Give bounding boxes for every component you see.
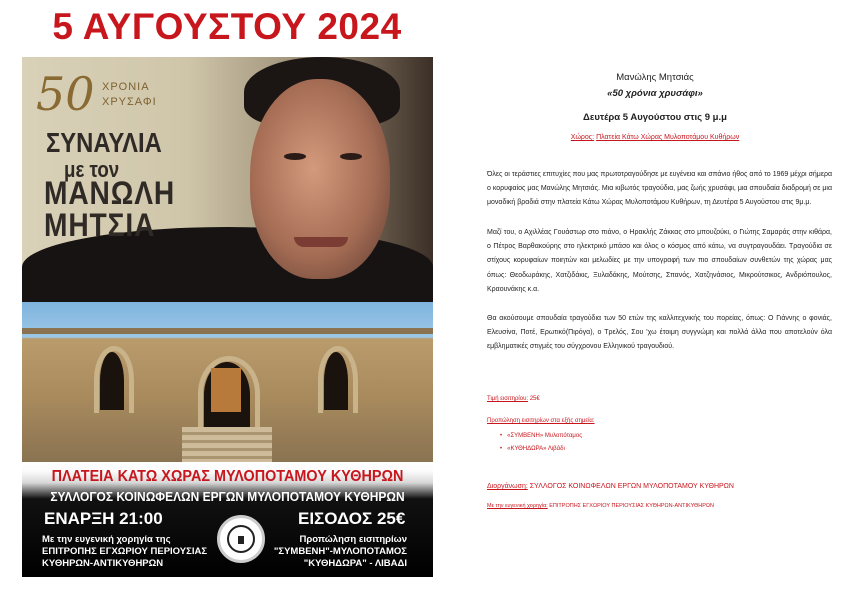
seal-building xyxy=(238,536,244,544)
seal-ring xyxy=(227,525,255,553)
doc-presale-point-text: «ΚΥΘΗΔΩΡΑ» Λιβάδι xyxy=(507,446,565,452)
doc-sponsor xyxy=(487,503,714,509)
doc-paragraph-3: Θα ακούσουμε σπουδαία τραγούδια των 50 ετών της καλλιτεχνικής του πορείας, όπως: Ο Γιάννης ο φονιάς, Ελευσίνα, Ποτέ, Ερωτικό(Πιρόγα), ο Τρελός, Σου 'χω έτοιμη συγγνώμη και πολλά άλλα που αποτελούν όλα εμβληματικές στιγμές του σύγχρονου Ελληνικού τραγουδιού. xyxy=(487,315,832,351)
poster-artist-lastname: ΜΗΤΣΙΑ xyxy=(44,207,156,243)
artist-photo xyxy=(22,57,433,302)
years-word2: ΧΡΥΣΑΦΙ xyxy=(102,96,157,108)
doc-paragraph-1: Όλες οι τεράστιες επιτυχίες που μας πρωτοτραγούδησε με ευγένεια και σπάνιο ήθος από το 1969 μέχρι σήμερα ο κορυφαίος μας Μανώλης Μητσιάς. Μια κιβωτός τραγούδια, μας ζωής χρυσάφι, μια σπουδαία διαδρομή σε μια μοναδική βραδιά στην πλατεία Κάτω Χώρας Μυλοποτάμου Κυθήρων, τη Δευτέρα 5 Αυγούστου στις 9μ.μ. xyxy=(487,171,832,207)
poster-with: με τον xyxy=(64,157,120,182)
poster-sponsor-line3: ΚΥΘΗΡΩΝ-ΑΝΤΙΚΥΘΗΡΩΝ xyxy=(42,558,164,569)
doc-venue-label: Χώρος: xyxy=(570,134,595,141)
doc-sponsor-label: Με την ευγενική χορηγία: xyxy=(487,503,548,509)
doc-ticket-price xyxy=(487,396,540,402)
doc-ticket-price-label: Τιμή εισιτηρίου: xyxy=(487,396,529,402)
castle-steps xyxy=(182,427,272,462)
doc-presale-label-text: Προπώληση εισιτηρίων στα εξής σημεία: xyxy=(487,418,595,424)
castle-parapet xyxy=(22,328,433,334)
poster-presale-line3: "ΚΥΘΗΔΩΡΑ" - ΛΙΒΑΔΙ xyxy=(303,558,407,569)
photo-eye-right xyxy=(340,153,362,160)
concert-poster xyxy=(22,57,433,577)
poster-start-time: ΕΝΑΡΞΗ 21:00 xyxy=(44,509,163,528)
doc-paragraph-2: Μαζί του, ο Αχιλλέας Γουάστωρ στο πιάνο, ο Ηρακλής Ζάκκας στο μπουζούκι, ο Γιώτης Σαμαράς στην κιθάρα, ο Πέτρος Βαρθακούρης στο ηλεκτρικό μπάσο και όλος ο κόσμος από κάτω, να συγτραγουδάει. Τραγούδια σε στίχους κορυφαίων ποιητών και μελωδίες με την υπογραφή των πιο σπουδαίων συνθετών της χώρας μας όπως: Θεοδωράκης, Χατζιδάκις, Ξυλαδάκης, Μούτσης, Σπανός, Χατζηνάσιος, Μικρούτσικος, Ανδριόπουλος, Κραουνάκης κ.α. xyxy=(487,229,832,293)
doc-organizer xyxy=(487,483,734,490)
poster-entry-price: ΕΙΣΟΔΟΣ 25€ xyxy=(298,509,406,528)
photo-eye-left xyxy=(284,153,306,160)
castle-window-right xyxy=(324,352,348,410)
doc-organizer-label: Διοργάνωση: xyxy=(487,483,528,490)
castle-window-left xyxy=(100,352,124,410)
poster-sponsor-line1: Με την ευγενική χορηγία της xyxy=(42,534,171,545)
poster-concert: ΣΥΝΑΥΛΙΑ xyxy=(46,127,162,158)
doc-presale-label xyxy=(487,418,595,424)
doc-organizer-name: ΣΥΛΛΟΓΟΣ ΚΟΙΝΩΦΕΛΩΝ ΕΡΓΩΝ ΜΥΛΟΠΟΤΑΜΟΥ ΚΥΘΗΡΩΝ xyxy=(529,483,734,490)
castle-photo xyxy=(22,302,433,462)
doc-artist: Μανώλης Μητσιάς xyxy=(616,72,694,83)
poster-association: ΣΥΛΛΟΓΟΣ ΚΟΙΝΩΦΕΛΩΝ ΕΡΓΩΝ ΜΥΛΟΠΟΤΑΜΟΥ ΚΥΘΗΡΩΝ xyxy=(50,489,405,504)
years-word1: ΧΡΟΝΙΑ xyxy=(102,81,150,93)
doc-date: Δευτέρα 5 Αυγούστου στις 9 μ.μ xyxy=(583,112,727,123)
poster-date: 5 ΑΥΓΟΥΣΤΟΥ 2024 xyxy=(52,6,402,47)
doc-presale-point: • «ΚΥΘΗΔΩΡΑ» Λιβάδι xyxy=(500,446,565,452)
association-seal-icon xyxy=(217,515,265,563)
doc-sponsor-name: ΕΠΙΤΡΟΠΗΣ ΕΓΧΩΡΙΟΥ ΠΕΡΙΟΥΣΙΑΣ ΚΥΘΗΡΩΝ-ΑΝΤΙΚΥΘΗΡΩΝ xyxy=(549,503,715,509)
doc-ticket-price-value: 25€ xyxy=(529,396,540,402)
poster-artist-firstname: ΜΑΝΩΛΗ xyxy=(44,175,176,211)
castle-gate-light xyxy=(211,368,241,412)
doc-venue xyxy=(470,134,840,141)
press-release xyxy=(470,0,840,603)
poster-presale-line2: "ΣΥΜΒΕΝΗ"-ΜΥΛΟΠΟΤΑΜΟΣ xyxy=(273,546,407,557)
doc-venue-name: Πλατεία Κάτω Χώρας Μυλοποτάμου Κυθήρων xyxy=(596,134,740,141)
poster-presale-line1: Προπώληση εισιτηρίων xyxy=(299,534,407,545)
doc-subtitle: «50 χρόνια χρυσάφι» xyxy=(607,88,703,99)
poster-sponsor-line2: ΕΠΙΤΡΟΠΗΣ ΕΓΧΩΡΙΟΥ ΠΕΡΙΟΥΣΙΑΣ xyxy=(42,546,208,557)
poster-place: ΠΛΑΤΕΙΑ ΚΑΤΩ ΧΩΡΑΣ ΜΥΛΟΠΟΤΑΜΟΥ ΚΥΘΗΡΩΝ xyxy=(51,468,404,485)
doc-presale-point-text: «ΣΥΜΒΕΝΗ» Μυλοπόταμος xyxy=(507,433,583,439)
years-number: 50 xyxy=(36,67,95,121)
doc-presale-point: • «ΣΥΜΒΕΝΗ» Μυλοπόταμος xyxy=(500,433,583,439)
photo-mouth xyxy=(294,237,348,247)
photo-face xyxy=(250,79,390,279)
